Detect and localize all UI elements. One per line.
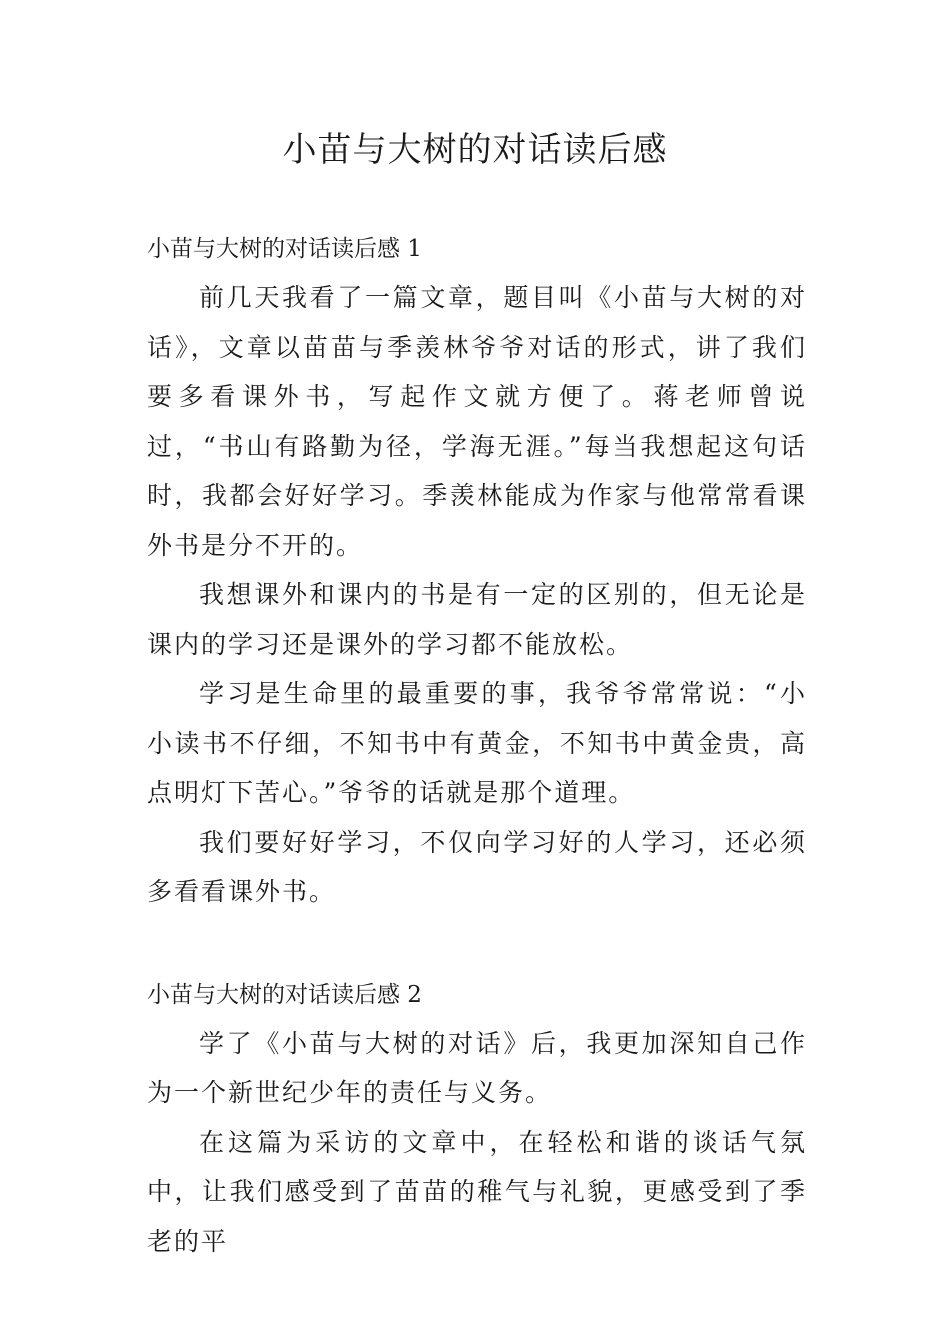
paragraph: 学习是生命里的最重要的事，我爷爷常常说：“小小读书不仔细，不知书中有黄金，不知书中黄金贵，高点明灯下苦心。”爷爷的话就是那个道理。 bbox=[147, 679, 807, 807]
essay-section-1 bbox=[147, 229, 807, 917]
essay-section-2 bbox=[147, 975, 807, 1267]
paragraph: 在这篇为采访的文章中，在轻松和谐的谈话气氛中，让我们感受到了苗苗的稚气与礼貌，更感受到了季老的平 bbox=[147, 1127, 807, 1256]
paragraph: 我们要好好学习，不仅向学习好的人学习，还必须多看看课外书。 bbox=[147, 827, 807, 906]
section-spacer bbox=[147, 917, 807, 975]
paragraph: 学了《小苗与大树的对话》后，我更加深知自己作为一个新世纪少年的责任与义务。 bbox=[147, 1028, 807, 1107]
section-heading: 小苗与大树的对话读后感 1 bbox=[147, 236, 422, 262]
document-title: 小苗与大树的对话读后感 bbox=[282, 130, 668, 170]
paragraph: 前几天我看了一篇文章，题目叫《小苗与大树的对话》，文章以苗苗与季羡林爷爷对话的形式，讲了我们要多看课外书，写起作文就方便了。蒋老师曾说过，“书山有路勤为径，学海无涯。”每当我想起这句话时，我都会好好学习。季羡林能成为作家与他常常看课外书是分不开的。 bbox=[147, 283, 807, 560]
paragraph: 我想课外和课内的书是有一定的区别的，但无论是课内的学习还是课外的学习都不能放松。 bbox=[147, 580, 807, 659]
section-heading: 小苗与大树的对话读后感 2 bbox=[147, 981, 422, 1008]
document-body bbox=[147, 229, 807, 1266]
